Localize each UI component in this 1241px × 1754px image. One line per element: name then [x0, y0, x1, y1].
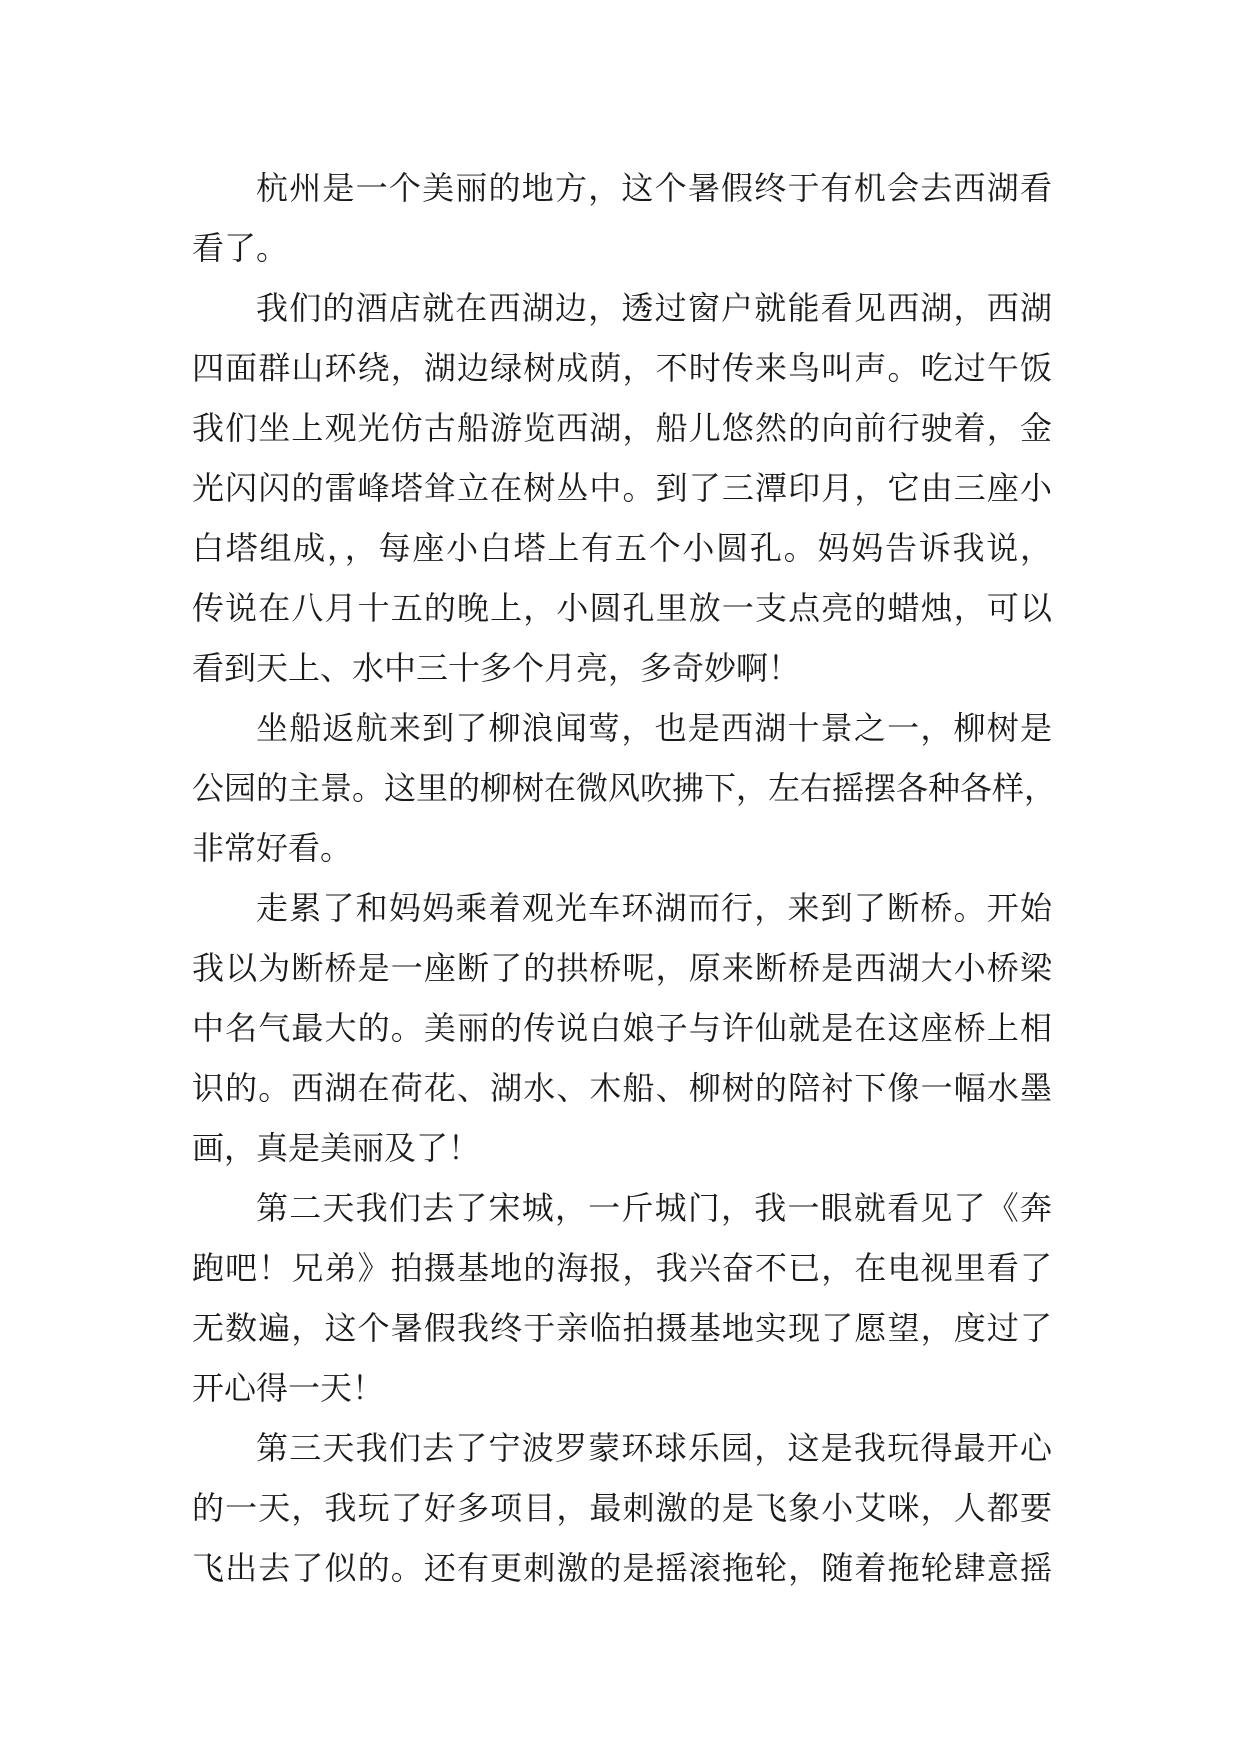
paragraph-2-line-6: 传说在八月十五的晚上，小圆孔里放一支点亮的蜡烛，可以 — [192, 589, 1052, 627]
paragraph-3-line-2: 公园的主景。这里的柳树在微风吹拂下，左右摇摆各种各样， — [192, 769, 1057, 807]
paragraph-4-line-2: 我以为断桥是一座断了的拱桥呢，原来断桥是西湖大小桥梁 — [192, 949, 1052, 987]
paragraph-2-line-7: 看到天上、水中三十多个月亮，多奇妙啊！ — [192, 649, 801, 687]
paragraph-5-line-1: 第二天我们去了宋城，一斤城门，我一眼就看见了《奔 — [256, 1189, 1052, 1227]
paragraph-4-line-1: 走累了和妈妈乘着观光车环湖而行，来到了断桥。开始 — [256, 889, 1052, 927]
article-body — [192, 158, 1057, 1598]
paragraph-6-line-2: 的一天，我玩了好多项目，最刺激的是飞象小艾咪，人都要 — [192, 1489, 1052, 1527]
paragraph-6-line-1: 第三天我们去了宁波罗蒙环球乐园，这是我玩得最开心 — [256, 1429, 1052, 1467]
paragraph-5-line-3: 无数遍，这个暑假我终于亲临拍摄基地实现了愿望，度过了 — [192, 1309, 1052, 1347]
paragraph-4-line-5: 画，真是美丽及了！ — [192, 1129, 481, 1167]
paragraph-1-line-1: 杭州是一个美丽的地方，这个暑假终于有机会去西湖看 — [256, 169, 1052, 207]
paragraph-2-line-5: 白塔组成，，每座小白塔上有五个小圆孔。妈妈告诉我说， — [192, 529, 1052, 567]
paragraph-5-line-4: 开心得一天！ — [192, 1369, 385, 1407]
paragraph-2-line-2: 四面群山环绕，湖边绿树成荫，不时传来鸟叫声。吃过午饭 — [192, 349, 1052, 387]
paragraph-2-line-1: 我们的酒店就在西湖边，透过窗户就能看见西湖，西湖 — [256, 289, 1052, 327]
paragraph-3-line-1: 坐船返航来到了柳浪闻莺，也是西湖十景之一，柳树是 — [256, 709, 1052, 747]
paragraph-4-line-4: 识的。西湖在荷花、湖水、木船、柳树的陪衬下像一幅水墨 — [192, 1069, 1052, 1107]
paragraph-2-line-3: 我们坐上观光仿古船游览西湖，船儿悠然的向前行驶着，金 — [192, 409, 1052, 447]
paragraph-6-line-3: 飞出去了似的。还有更刺激的是摇滚拖轮，随着拖轮肆意摇 — [192, 1549, 1052, 1587]
paragraph-5-line-2: 跑吧！兄弟》拍摄基地的海报，我兴奋不已，在电视里看了 — [192, 1249, 1052, 1287]
paragraph-3-line-3: 非常好看。 — [192, 829, 353, 867]
paragraph-1-line-2: 看了。 — [192, 229, 289, 267]
paragraph-4-line-3: 中名气最大的。美丽的传说白娘子与许仙就是在这座桥上相 — [192, 1009, 1052, 1047]
paragraph-2-line-4: 光闪闪的雷峰塔耸立在树丛中。到了三潭印月，它由三座小 — [192, 469, 1052, 507]
